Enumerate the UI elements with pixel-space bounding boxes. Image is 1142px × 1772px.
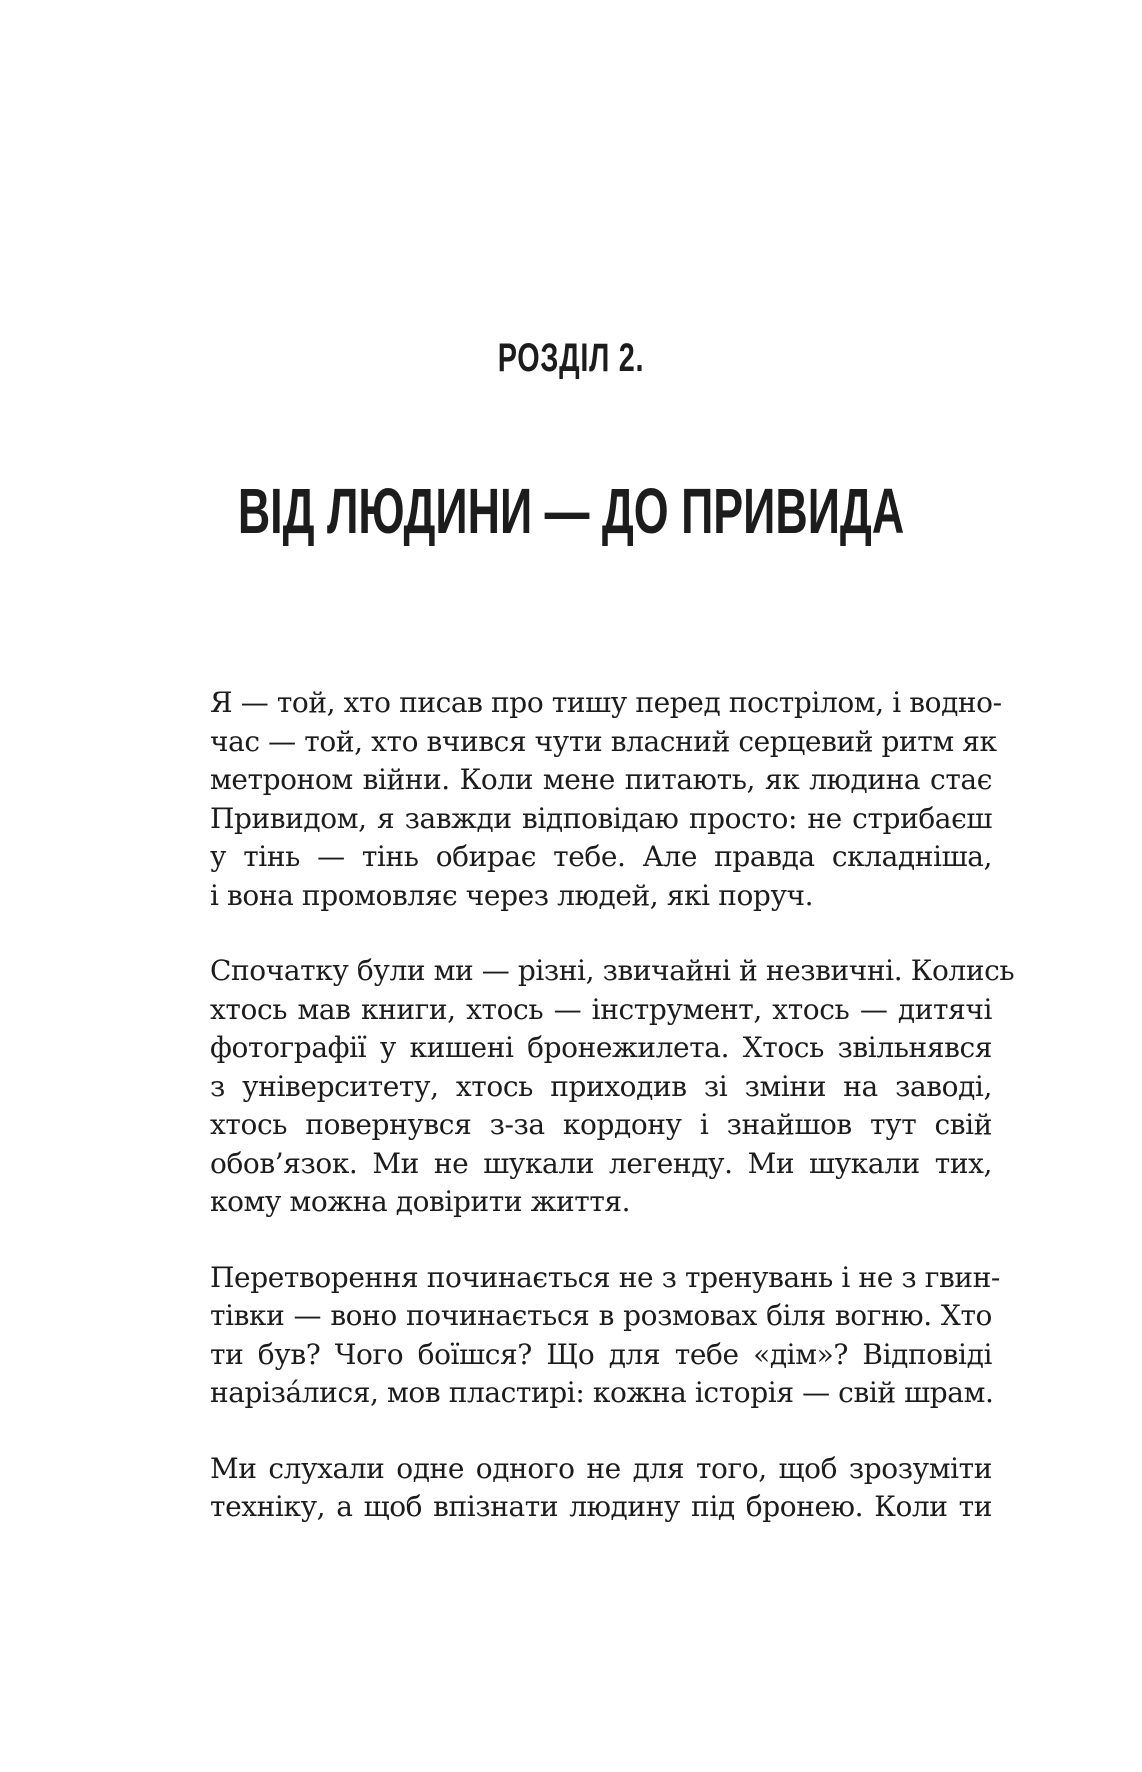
paragraph-2 (210, 952, 1015, 1222)
text-line: хтось мав книги, хтось — інструмент, хтось — дитячі (210, 992, 992, 1026)
text-line: кому можна довірити життя. (210, 1185, 631, 1218)
text-line: Спочатку були ми — різні, звичайні й незвичні. Колись (210, 954, 1015, 987)
text-line: Перетворення починається не з тренувань і не з гвин- (210, 1260, 1000, 1294)
chapter-title: ВІД ЛЮДИНИ — ДО ПРИВИДА (237, 475, 905, 547)
text-line: і вона промовляє через людей, які поруч. (210, 878, 814, 912)
chapter-body (210, 684, 1015, 1564)
text-line: з університету, хтось приходив зі зміни на заводі, (210, 1069, 992, 1103)
text-line: тівки — воно починається в розмовах біля вогню. Хто (210, 1299, 992, 1332)
text-line: обов’язок. Ми не шукали легенду. Ми шукали тих, (210, 1146, 992, 1180)
chapter-label: РОЗДІЛ 2. (497, 336, 645, 380)
text-line: хтось повернувся з-за кордону і знайшов тут свій (210, 1108, 992, 1141)
text-line: Привидом, я завжди відповідаю просто: не стрибаєш (210, 801, 992, 835)
text-line: час — той, хто вчився чути власний серцевий ритм як (210, 724, 997, 758)
text-line: ти був? Чого боїшся? Що для тебе «дім»? Відповіді (210, 1337, 992, 1371)
text-line: Я — той, хто писав про тишу перед пострілом, і водно- (210, 686, 1002, 719)
paragraph-4 (210, 1450, 992, 1527)
text-line: у тінь — тінь обирає тебе. Але правда складніша, (210, 840, 992, 873)
text-line: фотографії у кишені бронежилета. Хтось звільнявся (210, 1031, 992, 1064)
text-line: Ми слухали одне одного не для того, щоб зрозуміти (210, 1451, 992, 1485)
text-line: метроном війни. Коли мене питають, як людина стає (210, 763, 992, 796)
text-line: техніку, а щоб впізнати людину під бронею. Коли ти (210, 1490, 992, 1523)
paragraph-1 (210, 684, 1002, 915)
text-line: нарізáлися, мов пластирі: кожна історія — свій шрам. (210, 1376, 994, 1409)
paragraph-3 (210, 1259, 1000, 1413)
